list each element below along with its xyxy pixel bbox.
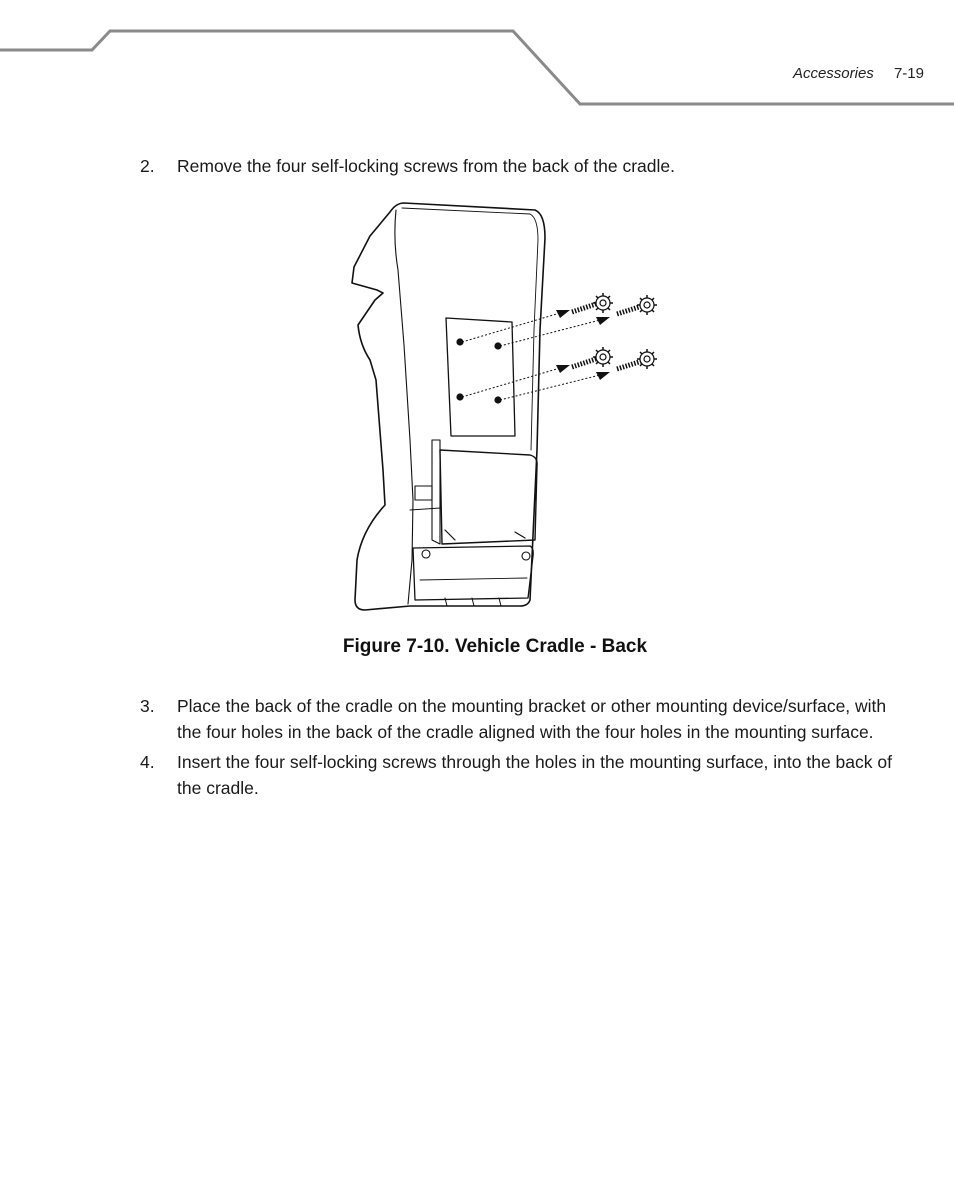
vehicle-cradle-illustration	[350, 198, 670, 618]
lower-housing	[440, 450, 537, 544]
cradle-base	[413, 546, 533, 600]
header-rule	[0, 0, 954, 110]
cradle-body	[352, 203, 545, 610]
step-text: Remove the four self-locking screws from the back of the cradle.	[177, 156, 675, 176]
mounting-holes	[456, 338, 501, 403]
step-item	[140, 153, 900, 179]
step-text: Place the back of the cradle on the mounting bracket or other mounting device/surface, with the four holes in the back of the cradle aligned with the four holes in the mounting surface.	[177, 696, 887, 742]
mounting-plate	[446, 318, 515, 436]
step-text: Insert the four self-locking screws through the holes in the mounting surface, into the back of the cradle.	[177, 752, 892, 798]
step-number: 2.	[140, 156, 155, 176]
screw-icon	[572, 293, 613, 313]
step-number: 4.	[140, 752, 155, 772]
running-head	[793, 65, 924, 82]
screw-icon	[572, 347, 613, 367]
step-number: 3.	[140, 696, 155, 716]
screw-icon	[617, 349, 657, 369]
page-number: 7-19	[893, 65, 924, 82]
screw-icon	[617, 295, 657, 315]
self-locking-screws	[572, 293, 657, 369]
step-item	[140, 749, 900, 801]
figure-caption: Figure 7-10. Vehicle Cradle - Back	[342, 636, 648, 657]
section-title: Accessories	[792, 65, 874, 82]
step-item	[140, 693, 900, 745]
